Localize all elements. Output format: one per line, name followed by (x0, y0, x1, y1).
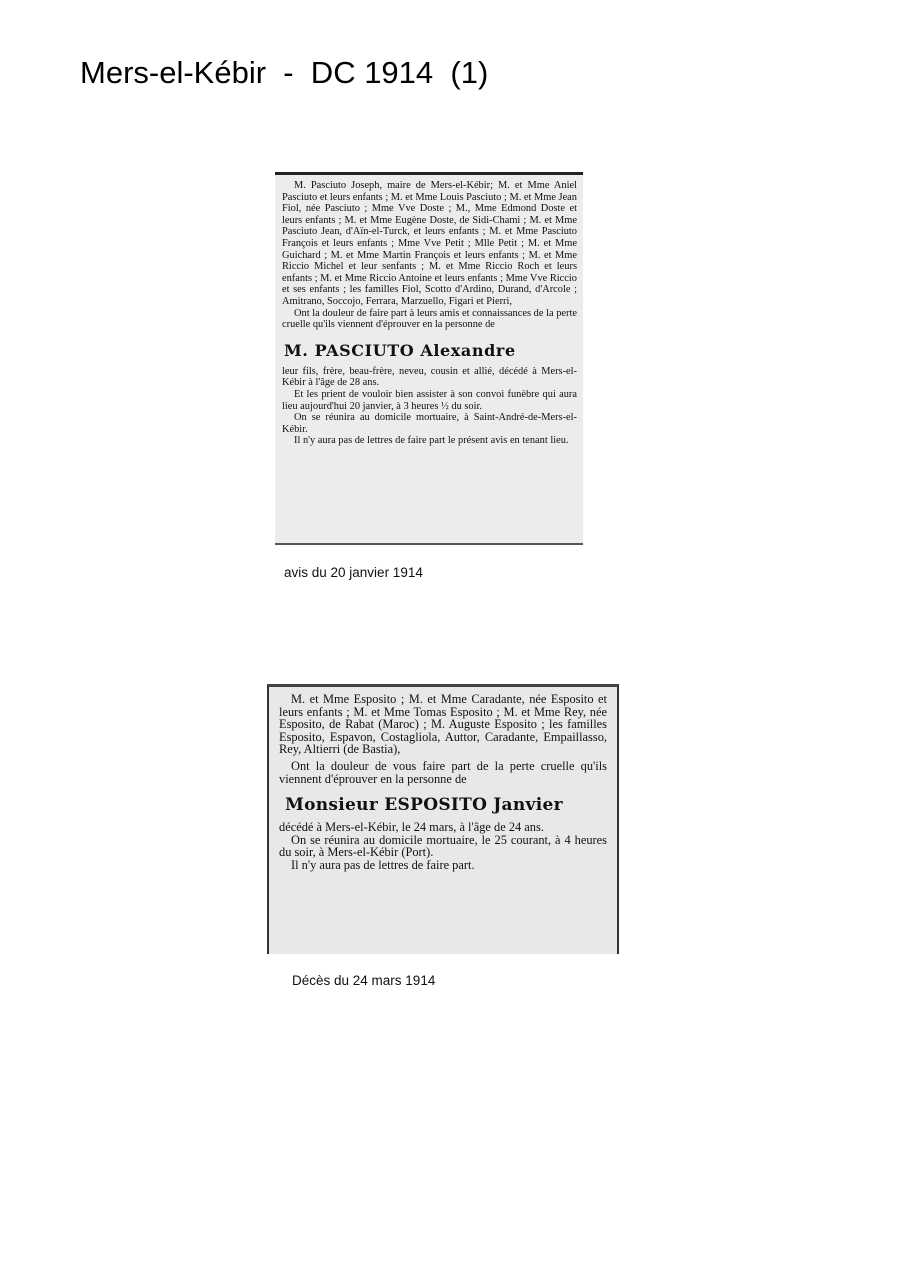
family-list-paragraph: M. et Mme Esposito ; M. et Mme Caradante, née Esposito et leurs enfants ; M. et Mme Tomas Esposito ; M. et Mme Rey, née Esposito, de Rabat (Maroc) ; M. Auguste Esposito ; les familles Esposito, Espavon, Costagliola, Auttor, Caradante, Empaillasso, Rey, Altierri (de Bastia), (279, 692, 607, 757)
no-letters-paragraph: Il n'y aura pas de lettres de faire part le présent avis en tenant lieu. (294, 435, 569, 447)
no-letters-paragraph: Il n'y aura pas de lettres de faire part. (291, 857, 475, 872)
newspaper-clipping-pasciuto (275, 172, 583, 545)
newspaper-clipping-esposito (267, 684, 619, 954)
gathering-paragraph: On se réunira au domicile mortuaire, à Saint-André-de-Mers-el-Kébir. (282, 412, 577, 435)
deceased-surname: M. PASCIUTO (284, 340, 415, 360)
clipping-caption: avis du 20 janvier 1914 (284, 565, 423, 580)
family-list-paragraph: M. Pasciuto Joseph, maire de Mers-el-Kébir; M. et Mme Aniel Pasciuto et leurs enfants ; M. et Mme Louis Pasciuto ; M. et Mme Jean Fiol, née Pasciuto ; Mme Vve Doste ; M., Mme Edmond Doste et leurs enfants ; M. et Mme Eugène Doste, de Sidi-Chami ; M. et Mme Pasciuto Jean, d'Aïn-el-Turck, et leurs enfants ; M. et Mme Pasciuto François et leurs enfants ; Mme Vve Petit ; Mlle Petit ; M. et Mme Guichard ; M. et Mme Martin François et leurs enfants ; M. et Mme Riccio Michel et leur senfants ; M. et Mme Riccio Roch et leurs enfants ; M. et Mme Riccio Antoine et leurs enfants ; Mme Vve Riccio et ses enfants ; les familles Fiol, Scotto d'Ardino, Durand, d'Arcole ; Amitrano, Soccojo, Ferrara, Marzuello, Figari et Pierri, (282, 180, 577, 307)
relationship-paragraph: leur fils, frère, beau-frère, neveu, cousin et allié, décédé à Mers-el-Kébir à l'âge de 28 ans. (282, 365, 577, 389)
clipping-caption: Décès du 24 mars 1914 (292, 973, 436, 988)
death-details-paragraph: décédé à Mers-el-Kébir, le 24 mars, à l'âge de 24 ans. (279, 820, 544, 835)
announcement-paragraph: Ont la douleur de faire part à leurs amis et connaissances de la perte cruelle qu'ils viennent d'éprouver en la personne de (282, 307, 577, 331)
deceased-given-name: Alexandre (420, 340, 516, 360)
deceased-given-name: Janvier (493, 795, 563, 816)
announcement-paragraph: Ont la douleur de vous faire part de la perte cruelle qu'ils viennent d'éprouver en la personne de (279, 758, 607, 786)
page-title: Mers-el-Kébir - DC 1914 (1) (80, 55, 489, 90)
deceased-surname: Monsieur ESPOSITO (285, 795, 488, 816)
deceased-name (285, 795, 607, 815)
gathering-paragraph: On se réunira au domicile mortuaire, le 25 courant, à 4 heures du soir, à Mers-el-Kébir (Port). (279, 832, 607, 860)
deceased-name (284, 341, 577, 360)
funeral-paragraph: Et les prient de vouloir bien assister à son convoi funèbre qui aura lieu aujourd'hui 20 janvier, à 3 heures ½ du soir. (282, 388, 577, 412)
